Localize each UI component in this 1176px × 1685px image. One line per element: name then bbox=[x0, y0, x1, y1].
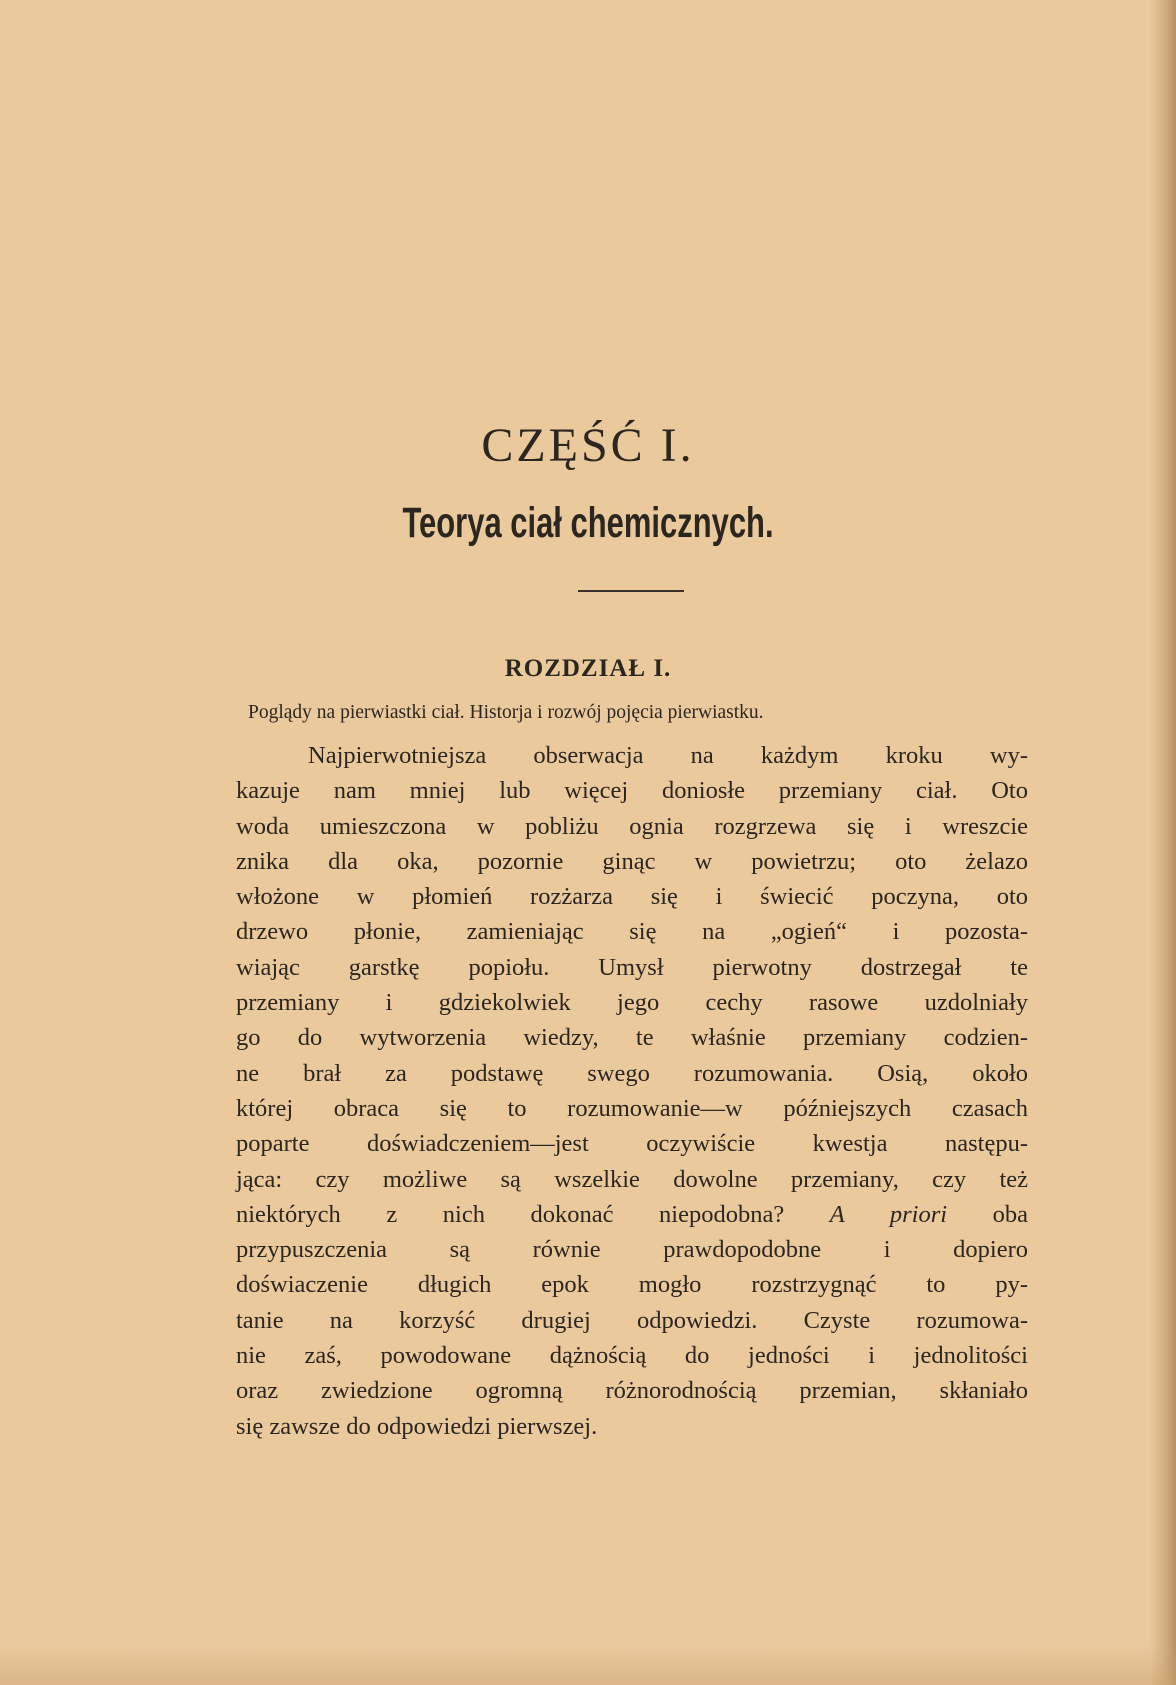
italic-phrase: A priori bbox=[829, 1200, 948, 1228]
part-title: CZĘŚĆ I. bbox=[481, 419, 695, 472]
body-line: woda umieszczona w pobliżu ognia rozgrzewa się i wreszcie bbox=[236, 812, 1028, 840]
body-line-text: niektórych z nich dokonać niepodobna? bbox=[236, 1200, 785, 1228]
body-line: doświaczenie długich epok mogło rozstrzygnąć to py- bbox=[236, 1271, 1028, 1299]
body-line: kazuje nam mniej lub więcej doniosłe przemiany ciał. Oto bbox=[236, 777, 1028, 805]
body-line: przemiany i gdziekolwiek jego cechy rasowe uzdolniały bbox=[236, 989, 1028, 1017]
body-line: wiając garstkę popiołu. Umysł pierwotny dostrzegał te bbox=[236, 953, 1028, 981]
body-line: drzewo płonie, zamieniając się na „ogień“ i pozosta- bbox=[236, 918, 1028, 946]
body-line: go do wytworzenia wiedzy, te właśnie przemiany codzien- bbox=[236, 1024, 1028, 1052]
body-line: oraz zwiedzione ogromną różnorodnością przemian, skłaniało bbox=[236, 1377, 1028, 1405]
body-line: znika dla oka, pozornie ginąc w powietrzu; oto żelazo bbox=[236, 847, 1028, 875]
body-line: nie zaś, powodowane dążnością do jedności i jednolitości bbox=[236, 1342, 1028, 1370]
body-line: poparte doświadczeniem—jest oczywiście kwestja następu- bbox=[236, 1130, 1028, 1158]
chapter-heading: ROZDZIAŁ I. bbox=[504, 655, 672, 682]
body-line: włożone w płomień rozżarza się i świecić poczyna, oto bbox=[236, 883, 1028, 911]
page-edge-shadow bbox=[1150, 0, 1176, 1685]
body-line-with-italic bbox=[236, 1197, 1028, 1232]
title-divider bbox=[578, 590, 684, 592]
page-bottom-shadow bbox=[0, 1645, 1176, 1685]
body-line: przypuszczenia są równie prawdopodobne i dopiero bbox=[236, 1236, 1028, 1264]
body-line: się zawsze do odpowiedzi pierwszej. bbox=[236, 1412, 598, 1440]
body-line: ne brał za podstawę swego rozumowania. Osią, około bbox=[236, 1059, 1028, 1087]
body-line: tanie na korzyść drugiej odpowiedzi. Czyste rozumowa- bbox=[236, 1306, 1028, 1334]
body-line: Najpierwotniejsza obserwacja na każdym kroku wy- bbox=[308, 742, 1028, 769]
chapter-summary: Poglądy na pierwiastki ciał. Historja i rozwój pojęcia pierwiastku. bbox=[248, 702, 764, 723]
body-line: jąca: czy możliwe są wszelkie dowolne przemiany, czy też bbox=[236, 1165, 1028, 1193]
part-subtitle: Teorya ciał chemicznych. bbox=[402, 499, 774, 547]
body-line-tail: oba bbox=[992, 1200, 1028, 1228]
body-paragraph bbox=[236, 738, 1028, 1444]
body-line: której obraca się to rozumowanie—w późniejszych czasach bbox=[236, 1094, 1028, 1122]
